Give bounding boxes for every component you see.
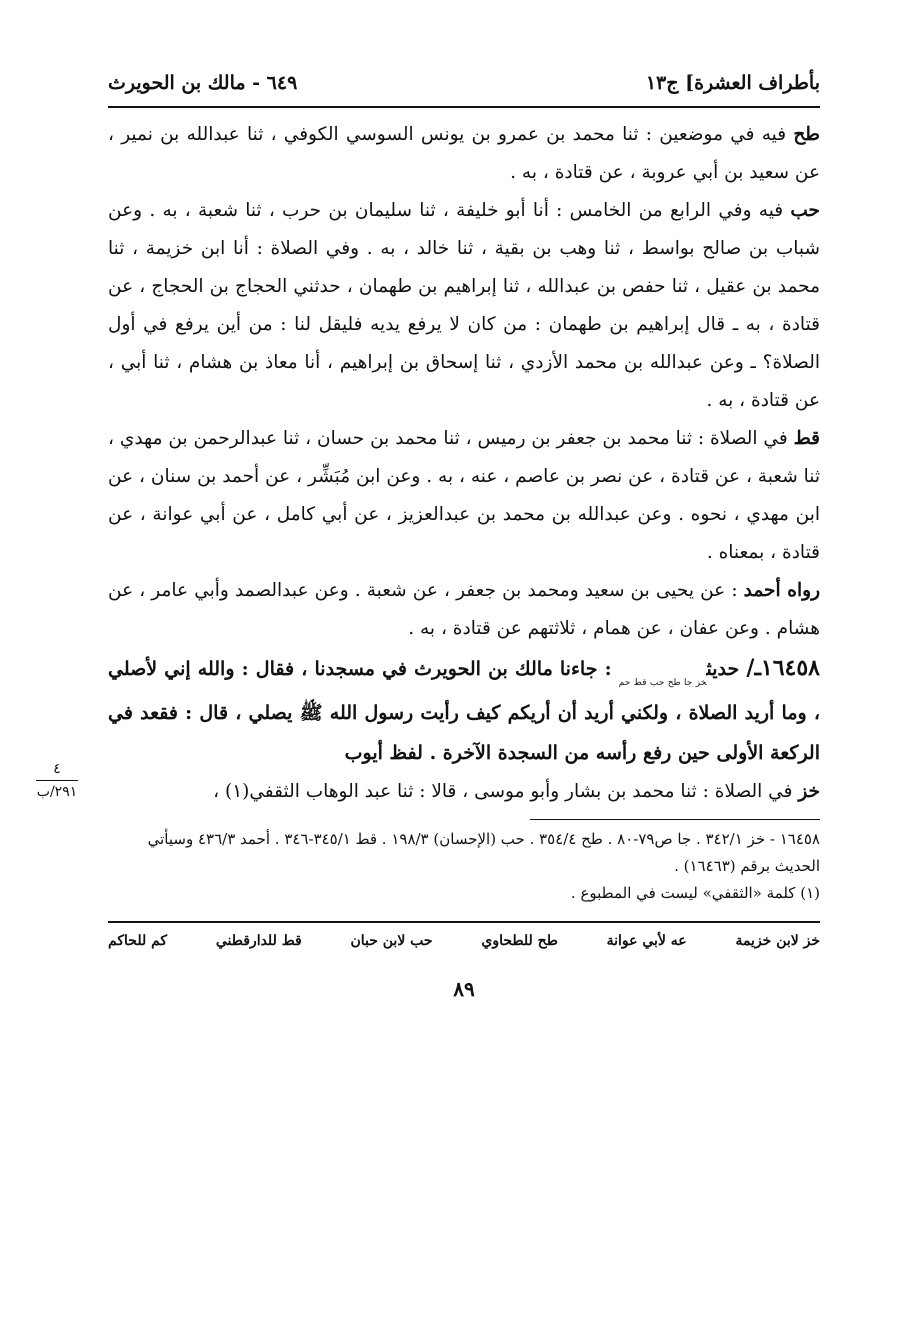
margin-note-divider <box>36 780 78 781</box>
running-title: ٦٤٩ - مالك بن الحويرث <box>108 72 298 94</box>
paragraph-text: في الصلاة : ثنا محمد بن بشار وأبو موسى ، قالا : ثنا عبد الوهاب الثقفي(١) ، <box>213 781 799 802</box>
hadith-number: ١٦٤٥٨ـ/ <box>746 655 820 681</box>
sigla-key-item: طح للطحاوي <box>481 933 558 949</box>
paragraph-ahmad <box>108 572 820 648</box>
paragraph-lead: رواه أحمد <box>743 580 821 601</box>
footnote-sources: ١٦٤٥٨ - خز ٣٤٢/١ . جا ص٧٩-٨٠ . طح ٣٥٤/٤ . حب (الإحسان) ١٩٨/٣ . قط ٣٤٥/١-٣٤٦ . أحمد ٤٣٦/٣ وسيأتي الحديث برقم (١٦٤٦٣) . <box>147 830 820 875</box>
paragraph-lead: قط <box>793 428 820 449</box>
sigla-key-item: قط للدارقطني <box>215 933 302 949</box>
paragraph-ibn-hibban <box>108 192 820 420</box>
paragraph-lead: طح <box>793 124 820 145</box>
paragraph-text: في الصلاة : ثنا محمد بن جعفر بن رميس ، ثنا محمد بن حسان ، ثنا عبدالرحمن بن مهدي ، ثنا شعبة ، عن قتادة ، عن نصر بن عاصم ، عنه ، به . وعن ابن مُبَشِّر ، عن أحمد بن سنان ، عن ابن مهدي ، نحوه . وعن عبدالله بن محمد بن عبدالعزيز ، عن أبي كامل ، عن أبي عوانة ، عن قتادة ، بمعناه . <box>108 428 820 563</box>
book-page <box>36 60 821 1300</box>
sigla-key-item: حب لابن حبان <box>350 933 433 949</box>
book-title: بأطراف العشرة] ج١٣ <box>645 72 820 94</box>
paragraph-text: : عن يحيى بن سعيد ومحمد بن جعفر ، عن شعبة . وعن عبدالصمد وأبي عامر ، عن هشام . وعن عفان ، عن همام ، ثلاثتهم عن قتادة ، به . <box>108 580 820 639</box>
sigla-key-item: خز لابن خزيمة <box>735 933 820 949</box>
page-number: ٨٩ <box>453 977 475 1001</box>
paragraph-ibn-khuzayma <box>108 773 820 811</box>
header-rule <box>108 106 820 108</box>
hadith-lead: حديث <box>706 658 747 680</box>
paragraph-text: فيه في موضعين : ثنا محمد بن عمرو بن يونس السوسي الكوفي ، ثنا عبدالله بن نمير ، عن سعيد بن أبي عروبة ، عن قتادة ، به . <box>108 124 820 183</box>
margin-note <box>26 760 88 801</box>
sigla-key-item: كم للحاكم <box>108 933 168 949</box>
hadith-text <box>108 648 820 773</box>
footnote-rule <box>530 819 820 820</box>
paragraph-lead: خز <box>798 781 820 802</box>
sigla-key <box>108 921 820 949</box>
paragraph-text: فيه وفي الرابع من الخامس : أنا أبو خليفة ، ثنا سليمان بن حرب ، ثنا شعبة ، به . وعن شباب بن صالح بواسط ، ثنا وهب بن بقية ، ثنا خالد ، به . وفي الصلاة : أنا ابن خزيمة ، ثنا محمد بن عقيل ، ثنا حفص بن عبدالله ، ثنا إبراهيم بن طهمان ، حدثني الحجاج بن الحجاج ، عن قتادة ، به ـ قال إبراهيم بن طهمان : من كان لا يرفع يديه فليقل لنا : من أين يرفع في أول الصلاة؟ ـ وعن عبدالله بن محمد الأزدي ، ثنا إسحاق بن إبراهيم ، أنا معاذ بن هشام ، ثنا أبي ، عن قتادة ، به . <box>108 200 820 411</box>
paragraph-tahawi <box>108 116 820 192</box>
margin-note-bottom: ٢٩١/ب <box>36 784 78 800</box>
hadith-body: : جاءنا مالك بن الحويرث في مسجدنا ، فقال : والله إني لأصلي ، وما أريد الصلاة ، ولكني أريد أن أريكم كيف رأيت رسول الله ﷺ يصلي ، قال : فقعد في الركعة الأولى حين رفع رأسه من السجدة الآخرة . لفظ أيوب <box>108 658 820 764</box>
margin-note-top: ٤ <box>53 761 61 777</box>
page-header <box>108 60 820 106</box>
paragraph-daraqutni <box>108 420 820 572</box>
paragraph-lead: حب <box>790 200 820 221</box>
footnote-1: (١) كلمة «الثقفي» ليست في المطبوع . <box>570 884 820 902</box>
hadith-sigla: خز جا طح حب قط حم <box>618 678 707 688</box>
sigla-key-item: عه لأبي عوانة <box>606 933 687 949</box>
